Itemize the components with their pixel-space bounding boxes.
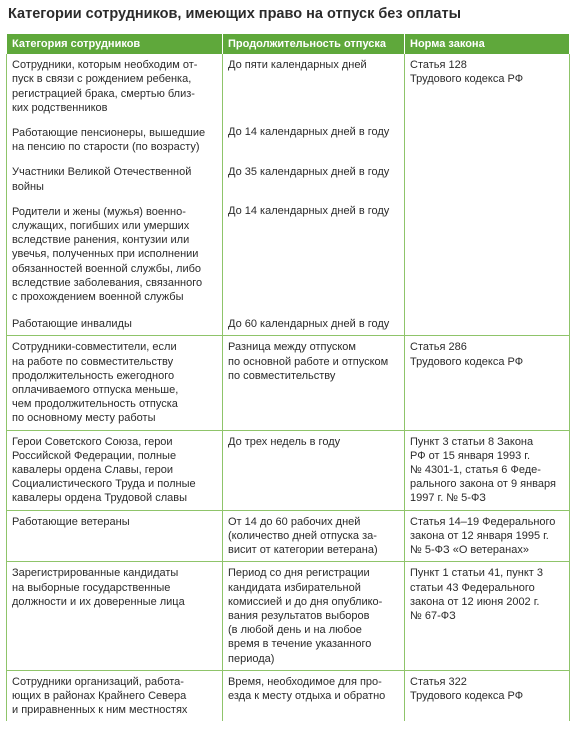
table-row bbox=[7, 54, 570, 336]
category-text: Родители и жены (мужья) военно- служащих, погибших или умерших вследствие ранения, контузии или увечья, полученных при исполнении обязанностей военной службы, либо вследствие заболевания, связанного с прохождением военной службы bbox=[12, 205, 203, 304]
duration-text: До 35 календарных дней в году bbox=[228, 165, 390, 178]
category-text: Работающие инвалиды bbox=[12, 318, 132, 331]
duration-cell: Время, необходимое для про- езда к месту отдыха и обратно bbox=[223, 670, 405, 721]
law-cell: Статья 128 Трудового кодекса РФ bbox=[405, 54, 570, 336]
law-cell: Статья 14–19 Федерального закона от 12 января 1995 г. № 5-ФЗ «О ветеранах» bbox=[405, 510, 570, 562]
law-cell: Статья 286 Трудового кодекса РФ bbox=[405, 336, 570, 430]
header-category: Категория сотрудников bbox=[7, 34, 223, 54]
table-row bbox=[7, 510, 570, 562]
duration-text: До пяти календарных дней bbox=[228, 59, 367, 72]
category-cell: Зарегистрированные кандидаты на выборные государственные должности и их доверенные лица bbox=[7, 562, 223, 670]
duration-cell: Период со дня регистрации кандидата избирательной комиссией и до дня опублико- вания результатов выборов (в любой день и на любое время в течение указанного периода) bbox=[223, 562, 405, 670]
category-text: Участники Великой Отечественной войны bbox=[12, 166, 192, 193]
category-cell: Сотрудники-совместители, если на работе по совместительству продолжительность ежегодного оплачиваемого отпуска меньше, чем продолжительность отпуска по основному месту работы bbox=[7, 336, 223, 430]
header-duration: Продолжительность отпуска bbox=[223, 34, 405, 54]
table-row bbox=[7, 670, 570, 721]
duration-cell bbox=[223, 54, 405, 336]
duration-text: До 14 календарных дней в году bbox=[228, 126, 390, 139]
law-cell: Пункт 3 статьи 8 Закона РФ от 15 января 1993 г. № 4301-1, статья 6 Феде- рального закона от 9 января 1997 г. № 5-ФЗ bbox=[405, 430, 570, 510]
table-row bbox=[7, 430, 570, 510]
duration-cell: Разница между отпуском по основной работе и отпуском по совместительству bbox=[223, 336, 405, 430]
duration-cell: От 14 до 60 рабочих дней (количество дней отпуска за- висит от категории ветерана) bbox=[223, 510, 405, 562]
category-text: Работающие пенсионеры, вышедшие на пенсию по старости (по возрасту) bbox=[12, 127, 206, 154]
table-row bbox=[7, 562, 570, 670]
law-cell: Статья 322 Трудового кодекса РФ bbox=[405, 670, 570, 721]
duration-cell: До трех недель в году bbox=[223, 430, 405, 510]
category-cell: Сотрудники организаций, работа- ющих в районах Крайнего Севера и приравненных к ним местностях bbox=[7, 670, 223, 721]
category-cell: Герои Советского Союза, герои Российской Федерации, полные кавалеры ордена Славы, герои Социалистического Труда и полные кавалеры ордена Трудовой славы bbox=[7, 430, 223, 510]
duration-text: До 60 календарных дней в году bbox=[228, 318, 390, 331]
duration-text: До 14 календарных дней в году bbox=[228, 204, 390, 217]
category-cell bbox=[7, 54, 223, 336]
category-text: Сотрудники, которым необходим от- пуск в связи с рождением ребенка, регистрацией брака, смертью близ- ких родственников bbox=[12, 59, 198, 114]
law-cell: Пункт 1 статьи 41, пункт 3 статьи 43 Федерального закона от 12 июня 2002 г. № 67-ФЗ bbox=[405, 562, 570, 670]
category-cell: Работающие ветераны bbox=[7, 510, 223, 562]
document-title: Категории сотрудников, имеющих право на отпуск без оплаты bbox=[8, 6, 461, 22]
header-law: Норма закона bbox=[405, 34, 570, 54]
leave-categories-table bbox=[6, 34, 570, 721]
table-row bbox=[7, 336, 570, 430]
table-header bbox=[7, 34, 570, 54]
